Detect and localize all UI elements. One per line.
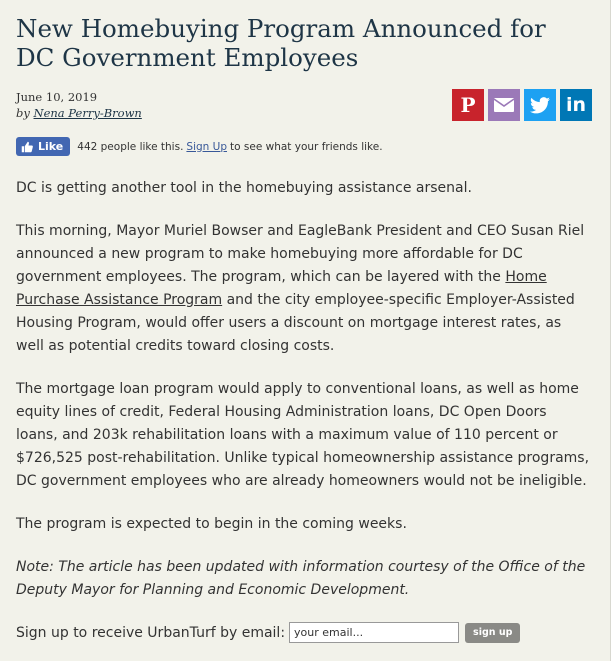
paragraph-2-start: This morning, Mayor Muriel Bowser and EagleBank President and CEO Susan Riel announced a new program to make homebuying more affordable for DC government employees. The program, which can be layered with the [16, 223, 585, 285]
pinterest-icon: P [460, 93, 476, 117]
author-link[interactable]: Nena Perry-Brown [33, 106, 142, 120]
update-note: Note: The article has been updated with information courtesy of the Office of the Deputy Mayor for Planning and Economic Development. [16, 559, 586, 598]
email-share-button[interactable] [488, 89, 520, 121]
facebook-like-row [16, 137, 383, 156]
linkedin-icon: in [565, 94, 587, 116]
byline-prefix: by [16, 106, 30, 120]
facebook-like-button[interactable] [16, 137, 70, 156]
email-signup-label: Sign up to receive UrbanTurf by email: [16, 624, 286, 641]
like-suffix-text: to see what your friends like. [230, 140, 383, 153]
linkedin-share-button[interactable] [560, 89, 592, 121]
twitter-icon [530, 97, 550, 114]
twitter-share-button[interactable] [524, 89, 556, 121]
paragraph-3: The mortgage loan program would apply to conventional loans, as well as home equity lines of credit, Federal Housing Administration loans, DC Open Doors loans, and 203k rehabilitation loans with a maximum value of 110 percent or $726,525 post-rehabilitation. Unlike typical homeownership assistance programs, DC government employees who are already homeowners would not be ineligible. [16, 381, 590, 489]
byline [16, 105, 142, 122]
article-title: New Homebuying Program Announced for DC Government Employees [16, 14, 546, 72]
article-meta [16, 90, 142, 122]
paragraph-1: DC is getting another tool in the homebuying assistance arsenal. [16, 180, 472, 196]
home-purchase-assistance-link[interactable]: Home Purchase Assistance Program [16, 269, 547, 308]
article-date: June 10, 2019 [16, 90, 98, 104]
like-count-text: 442 people like this. [77, 140, 184, 153]
thumbs-up-icon [21, 141, 33, 153]
pinterest-share-button[interactable] [452, 89, 484, 121]
paragraph-2 [16, 220, 591, 358]
signup-button[interactable]: sign up [465, 623, 520, 643]
paragraph-2-end: and the city employee-specific Employer-Assisted Housing Program, would offer users a discount on mortgage interest rates, as well as potential credits toward closing costs. [16, 292, 575, 354]
email-icon [494, 98, 514, 112]
email-signup-form [16, 622, 520, 643]
article-body [16, 177, 591, 622]
facebook-signup-link[interactable]: Sign Up [186, 140, 228, 153]
email-input[interactable] [289, 622, 459, 643]
paragraph-4: The program is expected to begin in the coming weeks. [16, 516, 407, 532]
share-buttons [452, 89, 592, 121]
like-label: Like [38, 140, 64, 153]
